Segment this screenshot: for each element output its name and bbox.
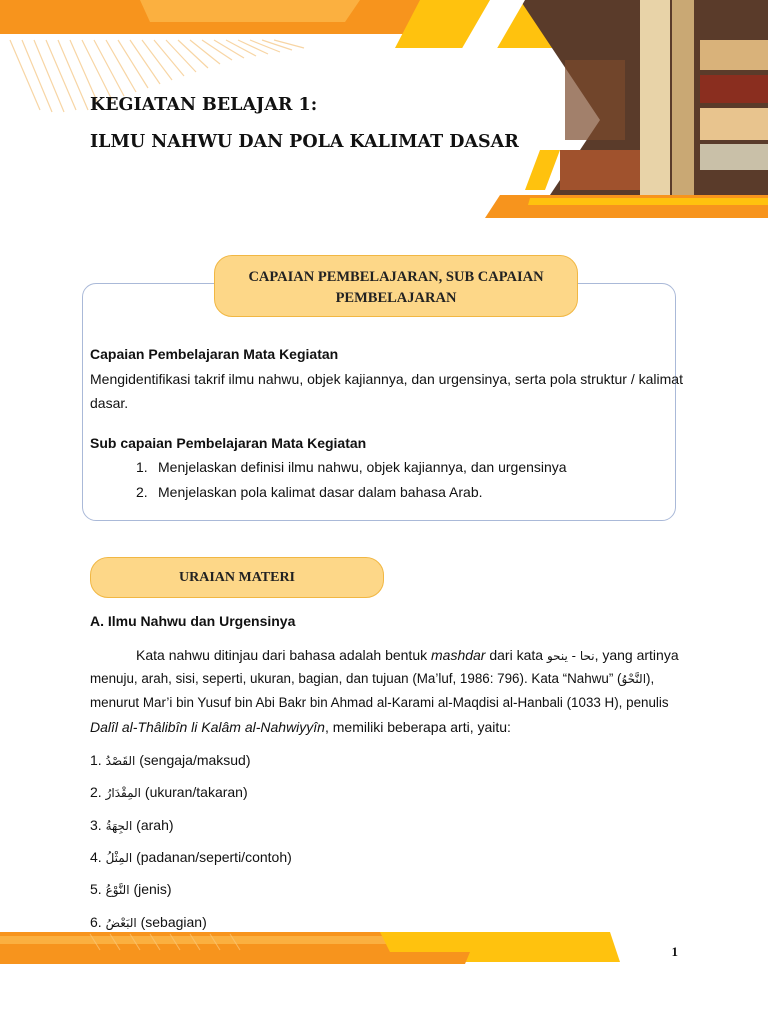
- para-text: menuju, arah, sisi, seperti, ukuran, bagian, dan tujuan (Ma’luf, 1986: 796). Kata “Nahwu” (: [90, 671, 622, 686]
- meaning-text: (arah): [136, 817, 174, 833]
- meaning-number: 2.: [90, 784, 102, 800]
- meaning-number: 6.: [90, 914, 102, 930]
- meaning-item: [90, 813, 174, 838]
- cp-title: Capaian Pembelajaran Mata Kegiatan: [90, 346, 339, 362]
- section-a-title: A. Ilmu Nahwu dan Urgensinya: [90, 613, 296, 629]
- capaian-heading-line2: PEMBELAJARAN: [335, 290, 457, 306]
- cp-text-line2: dasar.: [90, 395, 129, 411]
- para-line3: menurut Mar’i bin Yusuf bin Abi Bakr bin Ahmad al-Karami al-Maqdisi al-Hanbali (1033 H), penulis: [90, 695, 669, 710]
- book-title: Dalîl al-Thâlibîn li Kalâm al-Nahwiyyîn: [90, 719, 325, 735]
- footer-decoration: [0, 928, 768, 968]
- sub-item: [136, 455, 567, 479]
- meaning-item: [90, 845, 292, 870]
- meaning-arabic: المِقْدَارُ: [105, 786, 142, 800]
- para-text: , yang artinya: [594, 647, 679, 663]
- meaning-number: 4.: [90, 849, 102, 865]
- meaning-item: [90, 877, 172, 902]
- sub-item: [136, 480, 483, 504]
- meaning-text: (padanan/seperti/contoh): [136, 849, 292, 865]
- sub-item-number: 1.: [136, 459, 148, 475]
- para-text: dari kata: [485, 647, 547, 663]
- sub-title: Sub capaian Pembelajaran Mata Kegiatan: [90, 435, 367, 451]
- meaning-arabic: النَّوْعُ: [105, 883, 130, 897]
- para-text: , memiliki beberapa arti, yaitu:: [324, 719, 511, 735]
- capaian-heading-line1: CAPAIAN PEMBELAJARAN, SUB CAPAIAN: [248, 269, 544, 285]
- sub-item-text: Menjelaskan definisi ilmu nahwu, objek kajiannya, dan urgensinya: [158, 459, 567, 475]
- arabic-word: النَّحْوُ: [621, 672, 647, 686]
- para-line2: [90, 667, 654, 691]
- page-title-line2: ILMU NAHWU DAN POLA KALIMAT DASAR: [90, 132, 519, 152]
- meaning-item: [90, 780, 248, 805]
- meaning-text: (sebagian): [140, 914, 207, 930]
- meaning-number: 3.: [90, 817, 102, 833]
- meaning-arabic: البَعْضُ: [105, 916, 137, 930]
- sub-item-number: 2.: [136, 484, 148, 500]
- page-number: 1: [671, 944, 678, 959]
- page-title-line1: KEGIATAN BELAJAR 1:: [90, 95, 318, 115]
- meaning-text: (ukuran/takaran): [144, 784, 248, 800]
- sub-item-text: Menjelaskan pola kalimat dasar dalam bahasa Arab.: [158, 484, 483, 500]
- para-line1: [136, 643, 679, 668]
- arabic-word: نحا - ينحو: [546, 649, 595, 663]
- meaning-item: [90, 748, 251, 773]
- meaning-text: (sengaja/maksud): [139, 752, 251, 768]
- meaning-text: (jenis): [133, 881, 172, 897]
- meaning-number: 1.: [90, 752, 102, 768]
- para-text: ),: [646, 671, 655, 686]
- header-decoration: [0, 0, 768, 230]
- para-line4: [90, 715, 511, 739]
- cp-text-line1: Mengidentifikasi takrif ilmu nahwu, objek kajiannya, dan urgensinya, serta pola struktur / kalimat: [90, 371, 683, 387]
- meaning-number: 5.: [90, 881, 102, 897]
- para-text: Kata nahwu ditinjau dari bahasa adalah bentuk: [136, 647, 431, 663]
- meaning-arabic: القَصْدُ: [105, 754, 136, 768]
- meaning-arabic: الجِهَةُ: [105, 819, 133, 833]
- para-emphasis: mashdar: [431, 647, 486, 663]
- meaning-arabic: المِثْلُ: [105, 851, 133, 865]
- capaian-heading: [214, 255, 578, 317]
- uraian-heading: URAIAN MATERI: [90, 557, 384, 598]
